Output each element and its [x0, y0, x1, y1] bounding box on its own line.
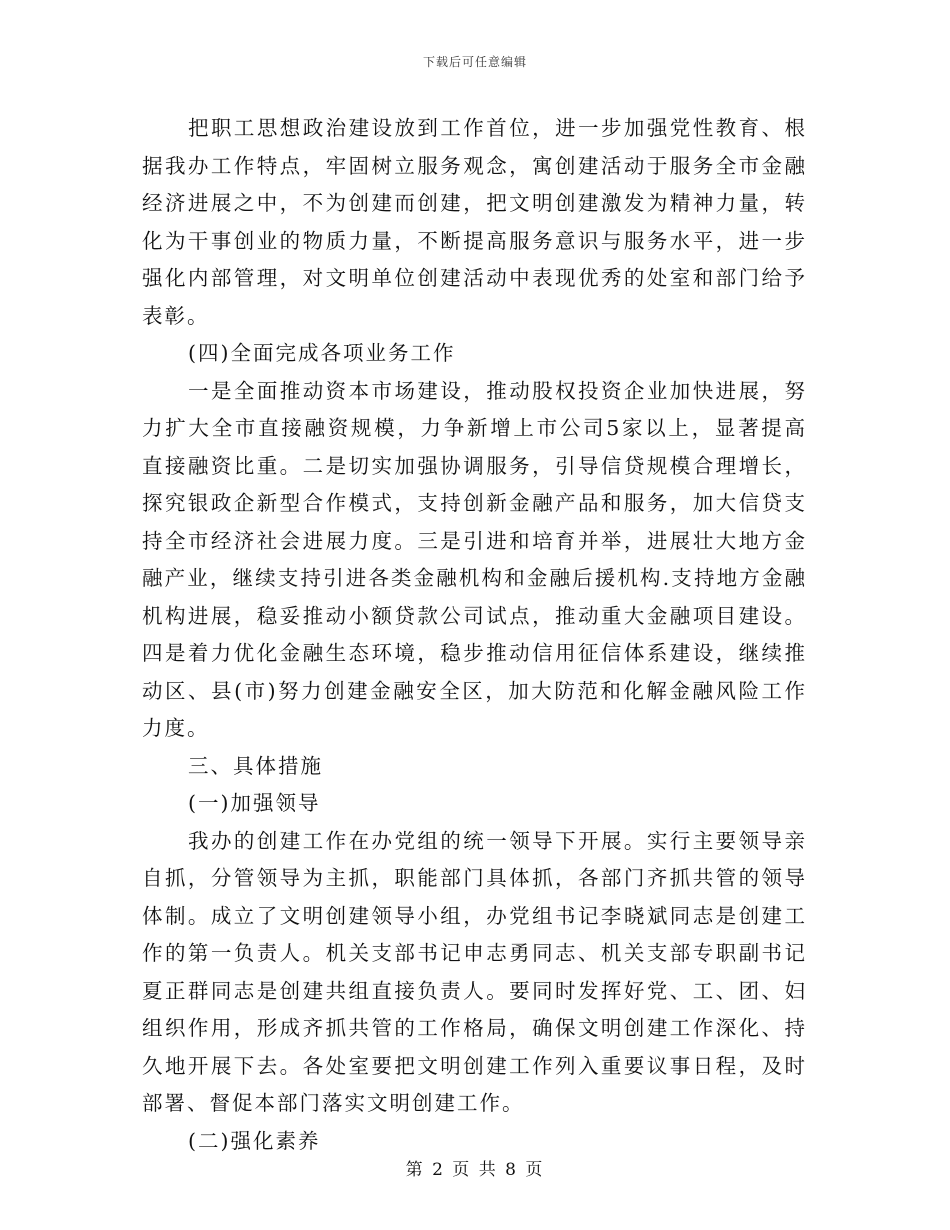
- section-heading: (二)强化素养: [188, 1128, 321, 1153]
- section-heading: (一)加强领导: [188, 791, 321, 815]
- section-heading: 三、具体措施: [188, 753, 323, 778]
- paragraph: 把职工思想政治建设放到工作首位，进一步加强党性教育、根据我办工作特点，牢固树立服务观念，寓创建活动于服务全市金融经济进展之中，不为创建而创建，把文明创建激发为精神力量，转化为干事创业的物质力量，不断提高服务意识与服务水平，进一步强化内部管理，对文明单位创建活动中表现优秀的处室和部门给予表彰。: [142, 116, 807, 328]
- page-number: 第 2 页 共 8 页: [405, 1160, 545, 1180]
- paragraph: 一是全面推动资本市场建设，推动股权投资企业加快进展，努力扩大全市直接融资规模，力争新增上市公司5家以上，显著提高直接融资比重。二是切实加强协调服务，引导信贷规模合理增长，探究银政企新型合作模式，支持创新金融产品和服务，加大信贷支持全市经济社会进展力度。三是引进和培育并举，进展壮大地方金融产业，继续支持引进各类金融机构和金融后援机构.支持地方金融机构进展，稳妥推动小额贷款公司试点，推动重大金融项目建设。四是着力优化金融生态环境，稳步推动信用征信体系建设，继续推动区、县(市)努力创建金融安全区，加大防范和化解金融风险工作力度。: [142, 378, 807, 740]
- section-heading: (四)全面完成各项业务工作: [188, 341, 456, 365]
- paragraph: 我办的创建工作在办党组的统一领导下开展。实行主要领导亲自抓，分管领导为主抓，职能部门具体抓，各部门齐抓共管的领导体制。成立了文明创建领导小组，办党组书记李晓斌同志是创建工作的第一负责人。机关支部书记申志勇同志、机关支部专职副书记夏正群同志是创建共组直接负责人。要同时发挥好党、工、团、妇组织作用，形成齐抓共管的工作格局，确保文明创建工作深化、持久地开展下去。各处室要把文明创建工作列入重要议事日程，及时部署、督促本部门落实文明创建工作。: [142, 828, 807, 1115]
- header-note: 下载后可任意编辑: [422, 55, 527, 69]
- document-body: [142, 110, 807, 1160]
